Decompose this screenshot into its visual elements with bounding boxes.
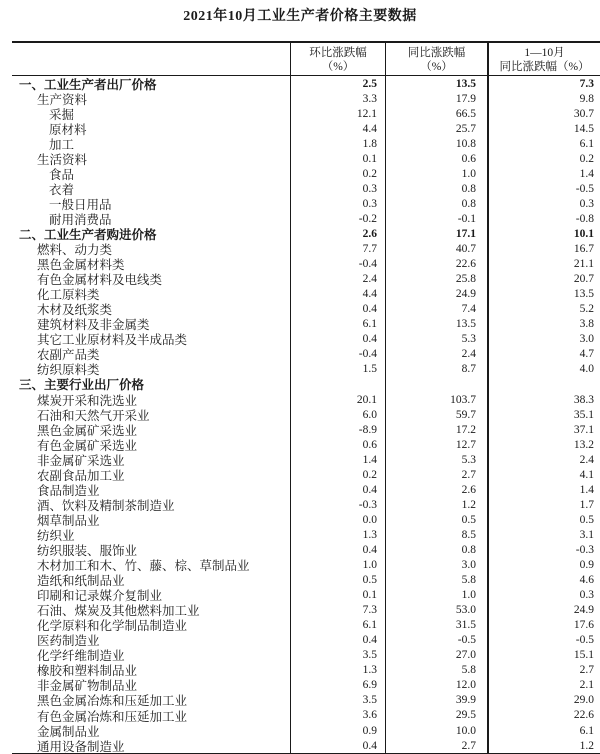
value-mom: -0.4 xyxy=(290,257,385,272)
table-row xyxy=(12,257,600,272)
value-yoy: 0.8 xyxy=(385,196,487,211)
row-label: 黑色金属矿采选业 xyxy=(37,423,138,438)
value-ytd: 0.5 xyxy=(487,512,600,527)
value-mom: 2.6 xyxy=(290,226,385,241)
table-row xyxy=(12,542,600,557)
value-mom: 2.4 xyxy=(290,272,385,287)
value-ytd: 3.8 xyxy=(487,317,600,332)
value-yoy: 17.9 xyxy=(385,91,487,106)
table-row xyxy=(12,317,600,332)
value-yoy: 22.6 xyxy=(385,257,487,272)
row-label: 有色金属矿采选业 xyxy=(37,438,138,453)
table-row xyxy=(12,497,600,512)
table-row xyxy=(12,678,600,693)
table-row xyxy=(12,693,600,708)
table-row xyxy=(12,392,600,407)
value-ytd: 3.0 xyxy=(487,332,600,347)
row-label: 非金属矿采选业 xyxy=(37,453,125,468)
value-yoy: 5.3 xyxy=(385,332,487,347)
header-label-column xyxy=(12,43,290,75)
row-label: 食品制造业 xyxy=(37,483,100,498)
row-label: 黑色金属材料类 xyxy=(37,258,125,272)
value-mom: -0.4 xyxy=(290,347,385,362)
value-yoy: 1.0 xyxy=(385,166,487,181)
value-mom: 1.0 xyxy=(290,558,385,573)
row-label: 石油、煤炭及其他燃料加工业 xyxy=(37,604,200,618)
value-ytd: 0.3 xyxy=(487,196,600,211)
value-ytd: 2.4 xyxy=(487,452,600,467)
row-label: 石油和天然气开采业 xyxy=(37,408,150,423)
value-yoy: 24.9 xyxy=(385,287,487,302)
row-label: 有色金属材料及电线类 xyxy=(37,273,163,287)
value-mom: 3.6 xyxy=(290,708,385,723)
table-row xyxy=(12,558,600,573)
table-row xyxy=(12,663,600,678)
value-yoy: 31.5 xyxy=(385,618,487,633)
value-mom: 1.3 xyxy=(290,527,385,542)
value-yoy: 13.5 xyxy=(385,76,487,91)
value-ytd: 13.5 xyxy=(487,287,600,302)
value-ytd: 9.8 xyxy=(487,91,600,106)
table-row xyxy=(12,573,600,588)
value-ytd: 24.9 xyxy=(487,603,600,618)
table-row xyxy=(12,151,600,166)
value-yoy: 40.7 xyxy=(385,242,487,257)
value-yoy: 2.6 xyxy=(385,482,487,497)
row-label: 建筑材料及非金属类 xyxy=(37,318,150,332)
value-yoy: 53.0 xyxy=(385,603,487,618)
value-yoy: 0.8 xyxy=(385,542,487,557)
value-mom xyxy=(290,377,385,392)
value-mom: -0.3 xyxy=(290,497,385,512)
value-yoy: 13.5 xyxy=(385,317,487,332)
value-yoy: 12.0 xyxy=(385,678,487,693)
value-yoy: 27.0 xyxy=(385,648,487,663)
value-ytd: -0.3 xyxy=(487,542,600,557)
table-row xyxy=(12,377,600,392)
table-row xyxy=(12,407,600,422)
value-yoy: 29.5 xyxy=(385,708,487,723)
value-yoy: 39.9 xyxy=(385,693,487,708)
value-ytd: 4.1 xyxy=(487,467,600,482)
row-label: 生产资料 xyxy=(37,92,88,107)
row-label: 煤炭开采和洗选业 xyxy=(37,393,138,408)
value-mom: 3.5 xyxy=(290,648,385,663)
value-yoy: 2.7 xyxy=(385,467,487,482)
row-label: 食品 xyxy=(49,167,75,182)
value-mom: 0.1 xyxy=(290,151,385,166)
header-mom-line2: （%） xyxy=(321,60,355,73)
value-yoy: -0.5 xyxy=(385,633,487,648)
table-row xyxy=(12,648,600,663)
table-body xyxy=(12,76,600,753)
value-ytd: 6.1 xyxy=(487,136,600,151)
row-label: 烟草制品业 xyxy=(37,513,100,528)
value-mom: -0.2 xyxy=(290,211,385,226)
value-mom: 3.5 xyxy=(290,693,385,708)
value-mom: 0.4 xyxy=(290,633,385,648)
value-ytd: 15.1 xyxy=(487,648,600,663)
value-ytd: 29.0 xyxy=(487,693,600,708)
row-label: 一、工业生产者出厂价格 xyxy=(19,77,157,92)
table-row xyxy=(12,181,600,196)
value-ytd: 0.2 xyxy=(487,151,600,166)
value-mom: 0.4 xyxy=(290,738,385,753)
value-mom: 1.5 xyxy=(290,362,385,377)
value-ytd: 30.7 xyxy=(487,106,600,121)
table-row xyxy=(12,482,600,497)
price-data-table xyxy=(12,41,600,754)
value-ytd: 6.1 xyxy=(487,723,600,738)
value-ytd: 35.1 xyxy=(487,407,600,422)
row-label: 生活资料 xyxy=(37,152,88,167)
value-ytd: -0.8 xyxy=(487,211,600,226)
row-label: 化学纤维制造业 xyxy=(37,649,125,663)
value-yoy: 10.0 xyxy=(385,723,487,738)
table-row xyxy=(12,166,600,181)
value-ytd: 1.7 xyxy=(487,497,600,512)
row-label: 非金属矿物制品业 xyxy=(37,679,138,693)
row-label: 纺织原料类 xyxy=(37,363,100,377)
table-row xyxy=(12,603,600,618)
header-ytd-line1: 1—10月 xyxy=(524,46,565,59)
value-mom: 0.9 xyxy=(290,723,385,738)
row-label: 农副食品加工业 xyxy=(37,468,125,483)
value-ytd: 17.6 xyxy=(487,618,600,633)
header-mom-line1: 环比涨跌幅 xyxy=(309,46,367,59)
value-yoy xyxy=(385,377,487,392)
row-label: 印刷和记录媒介复制业 xyxy=(37,589,163,603)
table-row xyxy=(12,512,600,527)
value-ytd: 2.7 xyxy=(487,663,600,678)
value-yoy: 1.0 xyxy=(385,588,487,603)
row-label: 衣着 xyxy=(49,182,75,197)
value-mom: 2.5 xyxy=(290,76,385,91)
header-yoy-column xyxy=(385,43,487,75)
value-ytd: 4.6 xyxy=(487,573,600,588)
row-label: 化工原料类 xyxy=(37,288,100,302)
value-mom: 0.1 xyxy=(290,588,385,603)
value-mom: 3.3 xyxy=(290,91,385,106)
value-yoy: 25.7 xyxy=(385,121,487,136)
row-label: 黑色金属冶炼和压延加工业 xyxy=(37,694,188,708)
row-label: 木材加工和木、竹、藤、棕、草制品业 xyxy=(37,559,250,573)
value-mom: 1.3 xyxy=(290,663,385,678)
table-header-row xyxy=(12,43,600,76)
value-ytd: 0.9 xyxy=(487,558,600,573)
table-row xyxy=(12,362,600,377)
table-row xyxy=(12,618,600,633)
table-row xyxy=(12,723,600,738)
value-ytd: 38.3 xyxy=(487,392,600,407)
value-ytd: 1.4 xyxy=(487,482,600,497)
value-mom: 0.4 xyxy=(290,302,385,317)
table-row xyxy=(12,136,600,151)
row-label: 农副产品类 xyxy=(37,348,100,362)
value-yoy: 10.8 xyxy=(385,136,487,151)
row-label: 耐用消费品 xyxy=(49,212,112,227)
value-ytd: 4.0 xyxy=(487,362,600,377)
row-label: 燃料、动力类 xyxy=(37,243,113,257)
value-mom: 7.7 xyxy=(290,242,385,257)
page-title: 2021年10月工业生产者价格主要数据 xyxy=(183,9,417,24)
value-mom: 20.1 xyxy=(290,392,385,407)
value-ytd: -0.5 xyxy=(487,181,600,196)
value-yoy: 7.4 xyxy=(385,302,487,317)
table-row xyxy=(12,708,600,723)
value-yoy: 2.4 xyxy=(385,347,487,362)
row-label: 其它工业原材料及半成品类 xyxy=(37,333,188,347)
value-ytd: 3.1 xyxy=(487,527,600,542)
value-yoy: 12.7 xyxy=(385,437,487,452)
table-row xyxy=(12,302,600,317)
value-yoy: 1.2 xyxy=(385,497,487,512)
value-ytd: 2.1 xyxy=(487,678,600,693)
row-label: 加工 xyxy=(49,137,75,152)
value-mom: 0.2 xyxy=(290,467,385,482)
value-yoy: 5.8 xyxy=(385,663,487,678)
row-label: 医药制造业 xyxy=(37,634,100,648)
value-yoy: 66.5 xyxy=(385,106,487,121)
row-label: 三、主要行业出厂价格 xyxy=(19,378,145,392)
table-row xyxy=(12,633,600,648)
value-yoy: 5.8 xyxy=(385,573,487,588)
table-row xyxy=(12,452,600,467)
row-label: 造纸和纸制品业 xyxy=(37,574,125,588)
row-label: 橡胶和塑料制品业 xyxy=(37,664,138,678)
row-label: 纺织业 xyxy=(37,528,75,543)
value-mom: 0.4 xyxy=(290,542,385,557)
row-label: 木材及纸浆类 xyxy=(37,303,113,317)
value-ytd: 10.1 xyxy=(487,226,600,241)
value-mom: 0.3 xyxy=(290,181,385,196)
table-row xyxy=(12,76,600,91)
header-ytd-line2: 同比涨跌幅（%） xyxy=(499,60,590,73)
value-ytd: 16.7 xyxy=(487,242,600,257)
row-label: 化学原料和化学制品制造业 xyxy=(37,619,188,633)
value-yoy: 0.8 xyxy=(385,181,487,196)
header-yoy-line1: 同比涨跌幅 xyxy=(407,46,466,59)
row-label: 通用设备制造业 xyxy=(37,739,125,754)
value-yoy: 3.0 xyxy=(385,558,487,573)
value-ytd xyxy=(487,377,600,392)
value-yoy: 103.7 xyxy=(385,392,487,407)
value-mom: 0.3 xyxy=(290,196,385,211)
row-label: 原材料 xyxy=(49,122,87,137)
row-label: 纺织服装、服饰业 xyxy=(37,543,138,558)
row-label: 一般日用品 xyxy=(49,197,112,212)
value-yoy: 0.6 xyxy=(385,151,487,166)
header-yoy-line2: （%） xyxy=(420,60,453,73)
value-mom: 1.4 xyxy=(290,452,385,467)
value-mom: 6.9 xyxy=(290,678,385,693)
value-yoy: 17.1 xyxy=(385,226,487,241)
value-ytd: 13.2 xyxy=(487,437,600,452)
value-ytd: 0.3 xyxy=(487,588,600,603)
value-ytd: 5.2 xyxy=(487,302,600,317)
table-row xyxy=(12,347,600,362)
value-mom: 1.8 xyxy=(290,136,385,151)
table-row xyxy=(12,527,600,542)
value-mom: 0.4 xyxy=(290,482,385,497)
value-mom: 0.5 xyxy=(290,573,385,588)
value-mom: 4.4 xyxy=(290,121,385,136)
value-mom: 6.1 xyxy=(290,618,385,633)
value-mom: 4.4 xyxy=(290,287,385,302)
value-yoy: 2.7 xyxy=(385,738,487,753)
value-mom: 6.0 xyxy=(290,407,385,422)
value-yoy: 59.7 xyxy=(385,407,487,422)
value-mom: 0.6 xyxy=(290,437,385,452)
value-mom: 6.1 xyxy=(290,317,385,332)
value-mom: -8.9 xyxy=(290,422,385,437)
value-yoy: 17.2 xyxy=(385,422,487,437)
value-yoy: 25.8 xyxy=(385,272,487,287)
row-label: 金属制品业 xyxy=(37,724,100,739)
table-row xyxy=(12,272,600,287)
table-row xyxy=(12,106,600,121)
table-row xyxy=(12,226,600,241)
value-ytd: 22.6 xyxy=(487,708,600,723)
value-ytd: 4.7 xyxy=(487,347,600,362)
table-row xyxy=(12,196,600,211)
value-ytd: 21.1 xyxy=(487,257,600,272)
table-row xyxy=(12,467,600,482)
value-ytd: 1.2 xyxy=(487,738,600,753)
table-row xyxy=(12,121,600,136)
table-row xyxy=(12,738,600,753)
table-row xyxy=(12,242,600,257)
value-ytd: 1.4 xyxy=(487,166,600,181)
table-row xyxy=(12,332,600,347)
value-ytd: -0.5 xyxy=(487,633,600,648)
table-row xyxy=(12,287,600,302)
value-mom: 12.1 xyxy=(290,106,385,121)
row-label: 有色金属冶炼和压延加工业 xyxy=(37,709,188,724)
value-yoy: 0.5 xyxy=(385,512,487,527)
row-label: 采掘 xyxy=(49,107,75,122)
value-ytd: 20.7 xyxy=(487,272,600,287)
value-mom: 0.4 xyxy=(290,332,385,347)
value-mom: 0.2 xyxy=(290,166,385,181)
table-row xyxy=(12,91,600,106)
value-yoy: 8.7 xyxy=(385,362,487,377)
table-row xyxy=(12,211,600,226)
row-label: 酒、饮料及精制茶制造业 xyxy=(37,498,175,513)
value-ytd: 14.5 xyxy=(487,121,600,136)
value-yoy: 8.5 xyxy=(385,527,487,542)
value-yoy: 5.3 xyxy=(385,452,487,467)
value-ytd: 7.3 xyxy=(487,76,600,91)
header-ytd-column xyxy=(487,43,600,75)
value-mom: 7.3 xyxy=(290,603,385,618)
value-ytd: 37.1 xyxy=(487,422,600,437)
value-yoy: -0.1 xyxy=(385,211,487,226)
header-mom-column xyxy=(290,43,385,75)
value-mom: 0.0 xyxy=(290,512,385,527)
row-label: 二、工业生产者购进价格 xyxy=(19,228,157,242)
table-row xyxy=(12,588,600,603)
table-row xyxy=(12,437,600,452)
table-row xyxy=(12,422,600,437)
